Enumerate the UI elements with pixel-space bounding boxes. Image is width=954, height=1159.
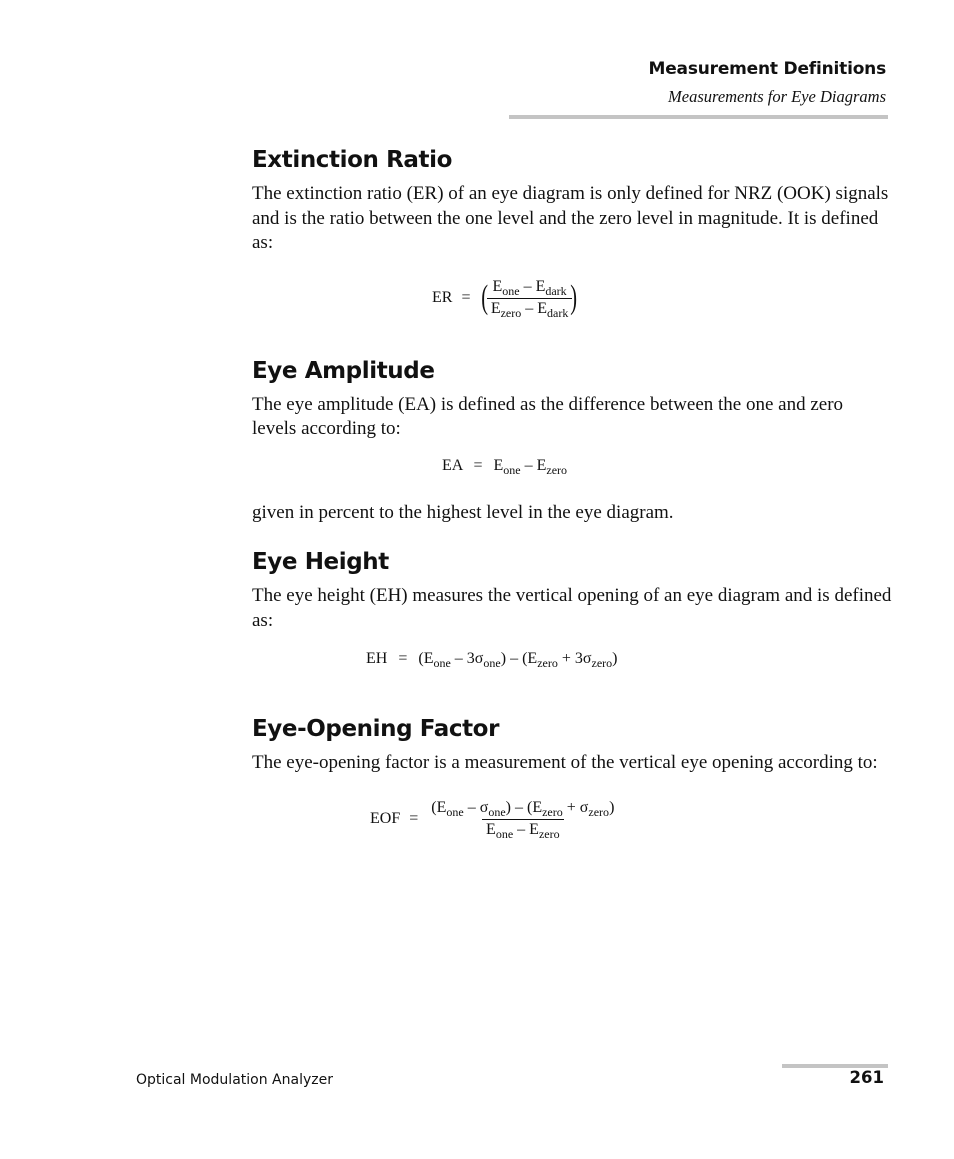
- eq-right-paren: ): [570, 278, 578, 316]
- eq-fraction: [487, 278, 573, 318]
- chapter-title: Measurement Definitions: [648, 59, 886, 79]
- equation-eh: EH = $(E_{one} - 3\sigma_{one}) - (E_{zero} + 3\sigma_{zero})$: [366, 650, 618, 670]
- paragraph-eye-opening-factor: The eye-opening factor is a measurement of the vertical eye opening according to:: [252, 752, 878, 773]
- equation-eof: EOF = $\frac{(E_{one} - \sigma_{one}) - (E_{zero} + \sigma_{zero})}{E_{one} - E_{zero}}$: [370, 794, 892, 844]
- paragraph-extinction-ratio: The extinction ratio (ER) of an eye diagram is only defined for NRZ (OOK) signals and is the ratio between the one level and the zero level in magnitude. It is defined as:: [252, 183, 889, 253]
- paragraph-eye-amplitude: The eye amplitude (EA) is defined as the difference between the one and zero levels according to:: [252, 393, 844, 439]
- eq-denominator: $E_{zero} - E_{dark}$: [487, 298, 573, 318]
- equation-ea: EA = $E_{one} - E_{zero}$: [442, 456, 568, 477]
- heading-eye-height: Eye Height: [252, 549, 389, 575]
- eq-left-paren: (: [481, 278, 489, 316]
- running-header: [649, 58, 887, 108]
- eq-lhs: ER: [432, 288, 453, 306]
- header-rule: [509, 115, 888, 119]
- eq-fraction: [427, 799, 618, 839]
- heading-eye-opening-factor: Eye-Opening Factor: [252, 716, 500, 742]
- eq-denominator: $E_{one} - E_{zero}$: [482, 819, 564, 839]
- eq-numerator: $E_{one} - E_{dark}$: [492, 277, 567, 298]
- footer-product-name: Optical Modulation Analyzer: [136, 1072, 333, 1088]
- equation-er: [432, 274, 892, 322]
- eq-numerator: $(E_{one} - \sigma_{one}) - (E_{zero} + \sigma_{zero})$: [431, 798, 615, 819]
- section-title: Measurements for Eye Diagrams: [668, 87, 886, 106]
- heading-eye-amplitude: Eye Amplitude: [252, 357, 435, 384]
- page-body: [252, 143, 892, 844]
- paragraph-eye-height: The eye height (EH) measures the vertical opening of an eye diagram and is defined as:: [252, 585, 892, 631]
- eq-equals: =: [461, 288, 471, 306]
- heading-extinction-ratio: Extinction Ratio: [252, 147, 453, 173]
- page-number: 261: [849, 1068, 884, 1087]
- paragraph-eye-amplitude-note: given in percent to the highest level in the eye diagram.: [252, 501, 674, 523]
